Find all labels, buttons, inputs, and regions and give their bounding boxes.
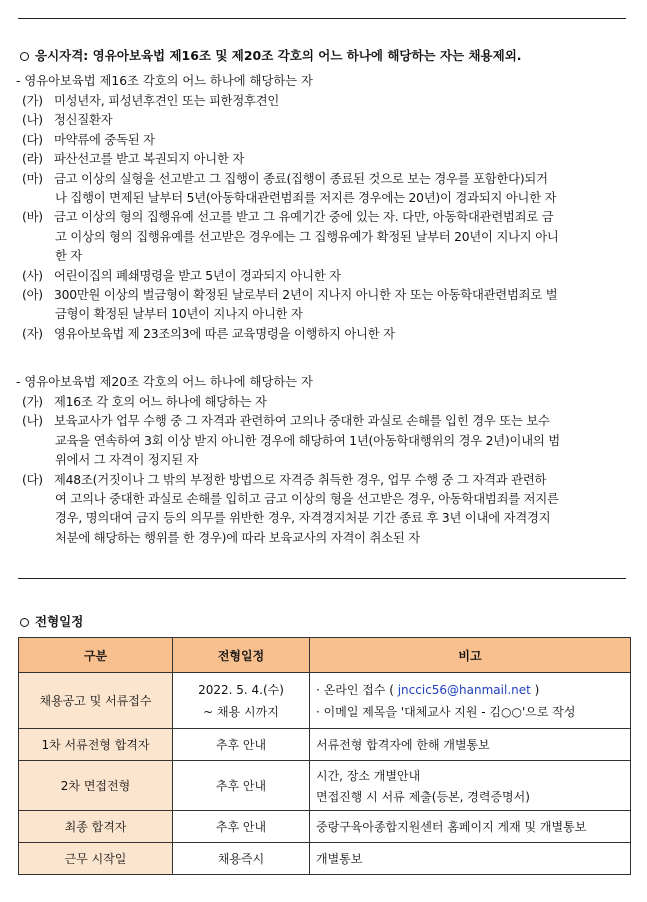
item-text: 영유아보육법 제 23조의3에 따른 교육명령을 이행하지 아니한 자 (54, 326, 395, 341)
list-item (22, 130, 155, 148)
item-marker: (가) (22, 94, 43, 108)
eligibility-heading: 응시자격: 영유아보육법 제16조 및 제20조 각호의 어느 하나에 해당하는 자는 채용제외. (20, 46, 522, 64)
item-text: 제48조(거짓이나 그 밖의 부정한 방법으로 자격증 취득한 경우, 업무 수행 중 그 자격과 관련하 (54, 472, 547, 487)
row-label: 2차 면접전형 (19, 761, 173, 811)
schedule-heading: 전형일정 (20, 612, 83, 630)
table-header-row (19, 638, 631, 673)
circle-bullet-icon (20, 618, 29, 627)
header-category: 구분 (19, 638, 173, 673)
item-continuation: 고 이상의 형의 집행유예를 선고받은 경우에는 그 집행유예가 확정된 날부터 20년이 지나지 아니 (55, 229, 559, 244)
list-item (22, 110, 112, 128)
row-schedule: 채용즉시 (173, 843, 310, 875)
row-notes: · 온라인 접수 ( jnccic56@hanmail.net ) · 이메일 제목을 '대체교사 지원 - 김○○'으로 작성 (310, 673, 631, 729)
list-item (22, 324, 395, 342)
item-continuation: 여 고의나 중대한 과실로 손해를 입히고 금고 이상의 형을 선고받은 경우, 아동학대범죄를 저지른 (55, 492, 559, 506)
article16-lead: - 영유아보육법 제16조 각호의 어느 하나에 해당하는 자 (16, 74, 313, 88)
row-schedule: 추후 안내 (173, 811, 310, 843)
table-row (19, 673, 631, 729)
circle-bullet-icon (20, 52, 29, 61)
item-marker: (라) (22, 152, 43, 167)
item-continuation: 교육을 연속하여 3회 이상 받지 아니한 경우에 해당하여 1년(아동학대행위의 경우 2년)이내의 범 (55, 433, 560, 448)
item-continuation: 한 자 (55, 249, 83, 264)
item-text: 금고 이상의 형의 집행유예 선고를 받고 그 유예기간 중에 있는 자. 다만, 아동학대관련범죄로 금 (54, 210, 554, 225)
item-continuation: 경우, 명의대여 금지 등의 의무를 위반한 경우, 자격경지처분 기간 종료 후 3년 이내에 자격경지 (55, 511, 551, 526)
article20-lead: - 영유아보육법 제20조 각호의 어느 하나에 해당하는 자 (16, 375, 313, 389)
row-schedule: 추후 안내 (173, 729, 310, 761)
list-item (22, 470, 546, 488)
list-item (22, 266, 341, 284)
list-item (22, 91, 279, 109)
list-item (22, 392, 267, 410)
item-marker: (다) (22, 132, 43, 147)
schedule-table (18, 637, 631, 875)
item-text: 보육교사가 업무 수행 중 그 자격과 관련하여 고의나 중대한 과실로 손해를 입힌 경우 또는 보수 (54, 414, 550, 429)
item-marker: (아) (22, 288, 43, 302)
item-continuation: 처분에 해당하는 행위를 한 경우)에 따라 보육교사의 자격이 취소된 자 (55, 530, 420, 545)
row-schedule: 2022. 5. 4.(수) ~ 채용 시까지 (173, 673, 310, 729)
top-divider (18, 18, 626, 19)
item-continuation: 금형이 확정된 날부터 10년이 지나지 아니한 자 (55, 307, 303, 322)
table-row (19, 811, 631, 843)
row-notes: 개별통보 (310, 843, 631, 875)
item-continuation: 위에서 그 자격이 정지된 자 (55, 453, 199, 468)
item-text: 금고 이상의 실형을 선고받고 그 집행이 종료(집행이 종료된 것으로 보는 경우를 포함한다)되거 (54, 171, 548, 186)
item-marker: (가) (22, 395, 43, 409)
list-item (22, 285, 557, 303)
item-continuation: 나 집행이 면제된 날부터 5년(아동학대관련범죄를 저지른 경우에는 20년)이 경과되지 아니한 자 (55, 191, 557, 205)
row-notes: 중랑구육아종합지원센터 홈페이지 게재 및 개별통보 (310, 811, 631, 843)
row-label: 근무 시작일 (19, 843, 173, 875)
table-row (19, 761, 631, 811)
item-marker: (사) (22, 268, 43, 283)
middle-divider (18, 578, 626, 579)
item-text: 파산선고를 받고 복권되지 아니한 자 (54, 152, 245, 167)
item-marker: (나) (22, 414, 43, 429)
row-label: 1차 서류전형 합격자 (19, 729, 173, 761)
item-text: 정신질환자 (54, 113, 113, 128)
item-marker: (바) (22, 210, 43, 225)
table-row (19, 729, 631, 761)
list-item (22, 411, 550, 429)
item-text: 어린이집의 폐쇄명령을 받고 5년이 경과되지 아니한 자 (54, 268, 341, 283)
row-label: 최종 합격자 (19, 811, 173, 843)
item-text: 미성년자, 피성년후견인 또는 피한정후견인 (54, 94, 280, 108)
row-notes: 서류전형 합격자에 한해 개별통보 (310, 729, 631, 761)
item-text: 마약류에 중독된 자 (54, 132, 155, 147)
item-text: 300만원 이상의 벌금형이 확정된 날로부터 2년이 지나지 아니한 자 또는 아동학대관련범죄로 벌 (54, 288, 558, 302)
item-text: 제16조 각 호의 어느 하나에 해당하는 자 (54, 395, 267, 409)
row-label: 채용공고 및 서류접수 (19, 673, 173, 729)
table-row (19, 843, 631, 875)
list-item (22, 169, 548, 187)
header-schedule: 전형일정 (173, 638, 310, 673)
item-marker: (마) (22, 171, 43, 186)
item-marker: (자) (22, 326, 43, 341)
row-schedule: 추후 안내 (173, 761, 310, 811)
email-link[interactable]: jnccic56@hanmail.net (397, 683, 531, 697)
item-marker: (나) (22, 113, 43, 128)
row-notes: 시간, 장소 개별안내 면접진행 시 서류 제출(등본, 경력증명서) (310, 761, 631, 811)
header-notes: 비고 (310, 638, 631, 673)
list-item (22, 207, 553, 225)
list-item (22, 149, 244, 167)
item-marker: (다) (22, 472, 43, 487)
